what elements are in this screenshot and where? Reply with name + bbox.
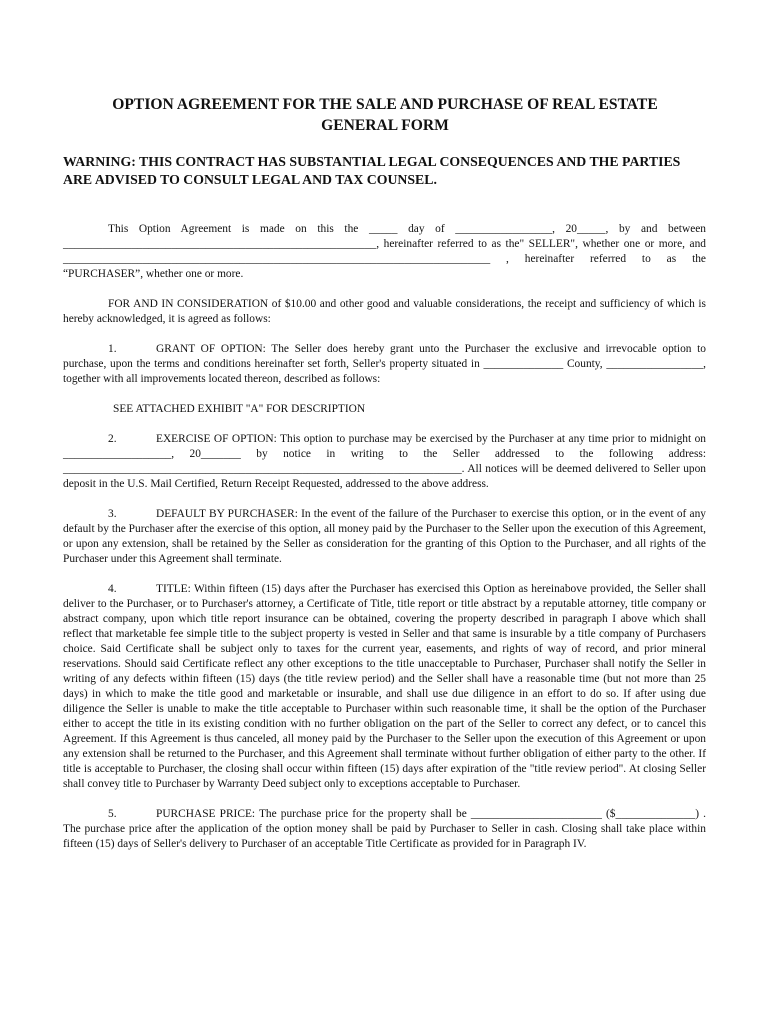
section-number: 2. [108,433,117,445]
section-text: PURCHASE PRICE: The purchase price for the property shall be _______________________ ($______________) . The purchase price after the application of the option money shall be paid by Purchaser to Seller in cash. Closing shall take place within fifteen (15) days of Seller's delivery to Purchaser of an acceptable Title Certificate as provided for in Paragraph IV. [63,808,706,850]
section-title [63,582,706,792]
section-number: 5. [108,808,117,820]
section-default-by-purchaser [63,507,706,567]
section-purchase-price [63,807,706,852]
exhibit-note: SEE ATTACHED EXHIBIT "A" FOR DESCRIPTION [113,403,366,415]
title-line-1: OPTION AGREEMENT FOR THE SALE AND PURCHASE OF REAL ESTATE [112,96,658,113]
section-text: GRANT OF OPTION: The Seller does hereby grant unto the Purchaser the exclusive and irrevocable option to purchase, upon the terms and conditions hereinafter set forth, Seller's property situated in ______________ County, _________________, together with all improvements located thereon, described as follows: [63,343,706,385]
consideration-paragraph [63,297,706,327]
section-number: 1. [108,343,117,355]
section-number: 3. [108,508,117,520]
agreement-body [63,222,706,867]
section-number: 4. [108,583,117,595]
legal-warning: WARNING: THIS CONTRACT HAS SUBSTANTIAL LEGAL CONSEQUENCES AND THE PARTIES ARE ADVISED TO CONSULT LEGAL AND TAX COUNSEL. [63,154,681,187]
section-exercise-of-option [63,432,706,492]
intro-paragraph [63,222,706,282]
section-grant-of-option [63,342,706,387]
intro-text: This Option Agreement is made on this the _____ day of _________________, 20_____, by and between _______________________________________________________, hereinafter referred to as the" SELLER", whether one or more, and ___________________________________________________________________________ , hereinafter referred to as the “PURCHASER”, whether one or more. [63,223,706,280]
section-text: EXERCISE OF OPTION: This option to purchase may be exercised by the Purchaser at any time prior to midnight on ___________________, 20_______ by notice in writing to the Seller addressed to the following address: ______________________________________________________________________. All notices will be deemed delivered to Seller upon deposit in the U.S. Mail Certified, Return Receipt Requested, addressed to the above address. [63,433,706,490]
document-title [60,94,710,136]
consideration-text: FOR AND IN CONSIDERATION of $10.00 and other good and valuable considerations, the receipt and sufficiency of which is hereby acknowledged, it is agreed as follows: [63,298,706,325]
title-line-2: GENERAL FORM [321,117,449,134]
section-text: DEFAULT BY PURCHASER: In the event of the failure of the Purchaser to exercise this option, or in the event of any default by the Purchaser after the exercise of this option, all money paid by the Purchaser to the Seller upon the execution of this Agreement, or upon any extension, shall be retained by the Seller as consideration for the granting of this Option to the Purchaser, and all rights of the Purchaser under this Agreement shall terminate. [63,508,706,565]
section-text: TITLE: Within fifteen (15) days after the Purchaser has exercised this Option as hereinabove provided, the Seller shall deliver to the Purchaser, or to Purchaser's attorney, a Certificate of Title, title report or title abstract by a reputable attorney, title company or abstract company, upon which title report insurance can be obtained, covering the property described in paragraph I above which shall reflect that marketable fee simple title to the subject property is vested in Seller and that same is insurable by a title company of Purchasers choice. Said Certificate shall be subject only to taxes for the current year, easements, and rights of way of record, and prior mineral reservations. Should said Certificate reflect any other exceptions to the title unacceptable to Purchaser, Purchaser shall notify the Seller in writing of any defects within fifteen (15) days (the title review period) and the Seller shall have a reasonable time (but not more than 25 days) in which to make the title good and marketable or insurable, and shall use due diligence in an effort to do so. If after using due diligence the Seller is unable to make the title acceptable to Purchaser within such reasonable time, it shall be the option of the Purchaser either to accept the title in its existing condition with no further obligation on the part of the Seller to correct any defect, or to cancel this Agreement. If this Agreement is thus canceled, all money paid by the Purchaser to the Seller upon the execution of this Agreement or upon any extension shall be returned to the Purchaser, and this Agreement shall terminate without further obligation of either party to the other. If title is acceptable to Purchaser, the closing shall occur within fifteen (15) days after expiration of the "title review period". At closing Seller shall convey title to Purchaser by Warranty Deed subject only to exceptions acceptable to Purchaser. [63,583,706,790]
